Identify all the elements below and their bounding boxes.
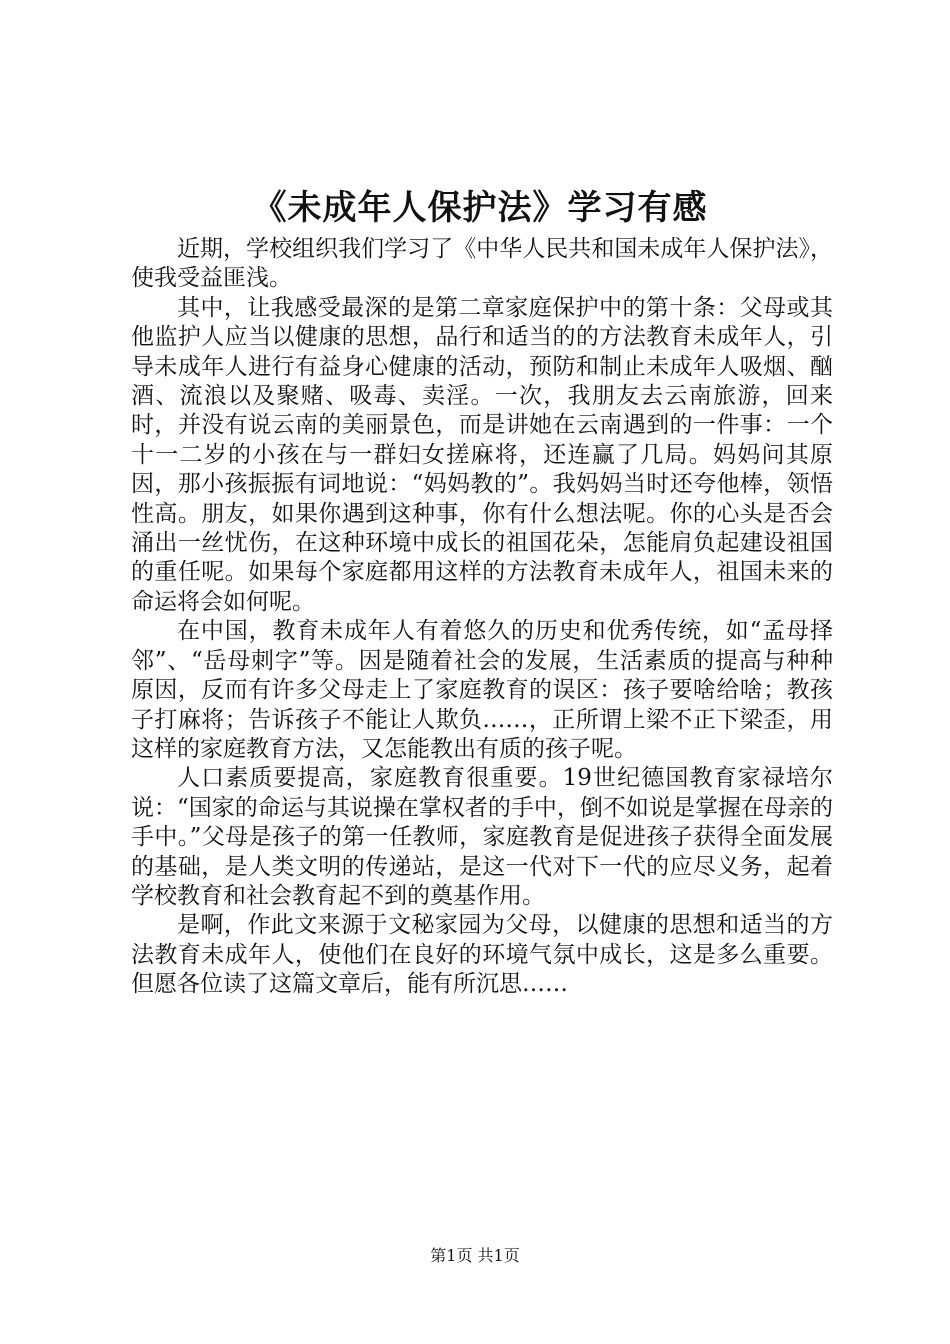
paragraph-3: 在中国，教育未成年人有着悠久的历史和优秀传统，如“孟母择邻”、“岳母刺字”等。因是随着社会的发展，生活素质的提高与种种原因，反而有许多父母走上了家庭教育的误区：孩子要啥给啥；教孩子打麻将；告诉孩子不能让人欺负……，正所谓上梁不正下梁歪，用这样的家庭教育方法，又怎能教出有质的孩子呢。: [131, 618, 833, 762]
page-title: 《未成年人保护法》学习有感: [252, 188, 708, 228]
page-number-footer: 第1页 共1页: [430, 1246, 520, 1265]
paragraph-5: 是啊，作此文来源于文秘家园为父母，以健康的思想和适当的方法教育未成年人，使他们在良好的环境气氛中成长，这是多么重要。但愿各位读了这篇文章后，能有所沉思……: [131, 912, 833, 998]
paragraph-1: 近期，学校组织我们学习了《中华人民共和国未成年人保护法》，使我受益匪浅。: [131, 236, 833, 292]
document-body: [131, 235, 833, 1000]
paragraph-2: 其中，让我感受最深的是第二章家庭保护中的第十条：父母或其他监护人应当以健康的思想，品行和适当的的方法教育未成年人，引导未成年人进行有益身心健康的活动，预防和制止未成年人吸烟、酗酒、流浪以及聚赌、吸毒、卖淫。一次，我朋友去云南旅游，回来时，并没有说云南的美丽景色，而是讲她在云南遇到的一件事：一个十一二岁的小孩在与一群妇女搓麻将，还连赢了几局。妈妈问其原因，那小孩振振有词地说：“妈妈教的”。我妈妈当时还夸他棒，领悟性高。朋友，如果你遇到这种事，你有什么想法呢。你的心头是否会涌出一丝忧伤，在这种环境中成长的祖国花朵，怎能肩负起建设祖国的重任呢。如果每个家庭都用这样的方法教育未成年人，祖国未来的命运将会如何呢。: [131, 294, 833, 615]
paragraph-4: 人口素质要提高，家庭教育很重要。19世纪德国教育家禄培尔说：“国家的命运与其说操在掌权者的手中，倒不如说是掌握在母亲的手中。”父母是孩子的第一任教师，家庭教育是促进孩子获得全面发展的基础，是人类文明的传递站，是这一代对下一代的应尽义务，起着学校教育和社会教育起不到的奠基作用。: [131, 765, 833, 909]
